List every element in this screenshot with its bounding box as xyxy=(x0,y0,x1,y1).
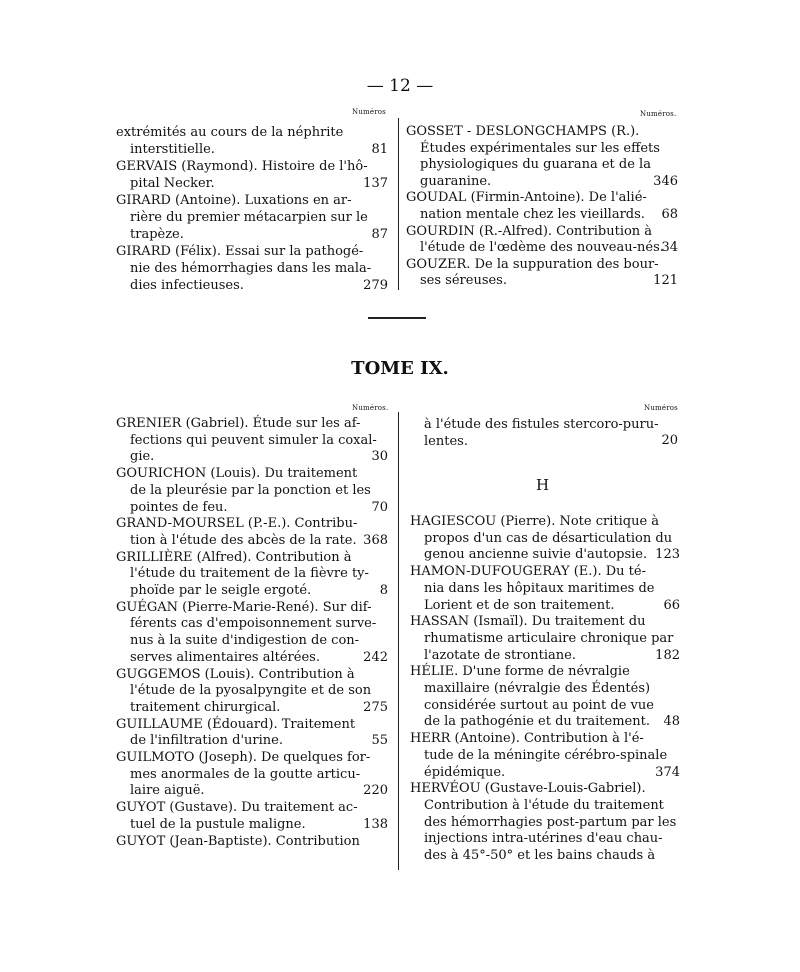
entry-line: GOUDAL (Firmin-Antoine). De l'alié- xyxy=(406,190,647,206)
entry-line: HAMON-DUFOUGERAY (E.). Du té- xyxy=(410,564,646,580)
entry-number: 20 xyxy=(661,433,678,448)
top-right-header: Numéros. xyxy=(640,110,677,118)
entry-number: 220 xyxy=(363,783,388,799)
page-number: — 12 — xyxy=(366,76,434,96)
entry-line: GOUZER. De la suppuration des bour- xyxy=(406,256,659,272)
entry-line: GUYOT (Gustave). Du traitement ac- xyxy=(116,800,358,816)
entry-line: ses séreuses. xyxy=(420,273,507,289)
section-rule xyxy=(368,317,426,319)
entry-line: GUILMOTO (Joseph). De quelques for- xyxy=(116,750,371,765)
entry-line: interstitielle. xyxy=(130,142,215,157)
entry-line: genou ancienne suivie d'autopsie. xyxy=(424,547,648,563)
index-entry xyxy=(116,667,372,717)
entry-number: 374 xyxy=(655,764,680,780)
entry-line: GIRARD (Félix). Essai sur la pathogé- xyxy=(116,244,364,259)
entry-line: l'azotate de strontiane. xyxy=(424,647,576,663)
entry-line: HAGIESCOU (Pierre). Note critique à xyxy=(410,514,660,529)
entry-line: maxillaire (névralgie des Édentés) xyxy=(424,681,651,696)
entry-number: 242 xyxy=(363,649,388,665)
entry-line: GRAND-MOURSEL (P.-E.). Contribu- xyxy=(116,516,358,532)
entry-line: de l'infiltration d'urine. xyxy=(130,733,283,749)
index-entry xyxy=(406,124,660,190)
entry-line: pointes de feu. xyxy=(130,499,228,515)
entry-number: 55 xyxy=(371,733,388,749)
entry-line: GUILLAUME (Édouard). Traitement xyxy=(116,716,356,732)
entry-number: 87 xyxy=(371,227,388,242)
entry-line: propos d'un cas de désarticulation du xyxy=(424,530,673,546)
entry-line: GUÉGAN (Pierre-Marie-René). Sur dif- xyxy=(116,599,372,615)
index-entry xyxy=(116,158,386,192)
entry-line: tude de la méningite cérébro-spinale xyxy=(424,747,668,763)
entry-number: 121 xyxy=(653,273,678,289)
section-title: TOME IX. xyxy=(351,358,449,379)
entry-line: nia dans les hôpitaux maritimes de xyxy=(424,580,655,596)
entry-line: laire aiguë. xyxy=(130,783,205,799)
entry-line: rière du premier métacarpien sur le xyxy=(130,210,368,225)
entry-line: Études expérimentales sur les effets xyxy=(420,140,660,156)
index-entry xyxy=(116,124,386,158)
entry-number: 8 xyxy=(379,583,388,598)
index-entry xyxy=(410,781,680,865)
index-entry xyxy=(116,834,372,851)
entry-line: dies infectieuses. xyxy=(130,278,244,293)
entry-line: lentes. xyxy=(424,434,468,449)
top-left-header: Numéros xyxy=(352,108,386,116)
entry-number: 368 xyxy=(363,532,388,548)
entry-line: Lorient et de son traitement. xyxy=(424,597,615,613)
entry-line: l'étude de la pyosalpyngite et de son xyxy=(130,683,372,699)
bottom-left-header: Numéros. xyxy=(352,404,389,412)
entry-line: l'étude du traitement de la fièvre ty- xyxy=(130,566,369,582)
entry-line: HÉLIE. D'une forme de névralgie xyxy=(410,664,630,680)
entry-line: GRILLIÈRE (Alfred). Contribution à xyxy=(116,549,352,565)
index-entry xyxy=(406,190,656,223)
entry-number: 346 xyxy=(653,173,678,189)
entry-number: 138 xyxy=(363,816,388,832)
entry-line: des hémorrhagies post-partum par les xyxy=(424,814,677,830)
index-entry xyxy=(406,256,659,290)
entry-line: trapèze. xyxy=(130,227,184,242)
top-column-divider xyxy=(398,118,399,290)
index-entry xyxy=(116,550,372,600)
entry-number: 182 xyxy=(655,647,680,663)
entry-line: gie. xyxy=(130,449,155,465)
entry-line: HERVÉOU (Gustave-Louis-Gabriel). xyxy=(410,781,646,797)
entry-line: tuel de la pustule maligne. xyxy=(130,816,306,832)
index-entry xyxy=(116,243,386,294)
entry-line: GOSSET - DESLONGCHAMPS (R.). xyxy=(406,124,640,139)
entry-number: 137 xyxy=(363,176,388,191)
entry-line: fections qui peuvent simuler la coxal- xyxy=(130,432,377,448)
index-entry xyxy=(116,516,372,549)
entry-line: pital Necker. xyxy=(130,176,215,191)
entry-line: guaranine. xyxy=(420,173,492,189)
entry-line: phoïde par le seigle ergoté. xyxy=(130,583,312,598)
entry-line: nie des hémorrhagies dans les mala- xyxy=(130,261,372,276)
index-entry xyxy=(116,466,372,516)
entry-number: 48 xyxy=(663,714,680,730)
entry-number: 66 xyxy=(663,597,680,613)
entry-line: férents cas d'empoisonnement surve- xyxy=(130,616,377,632)
entry-line: de la pathogénie et du traitement. xyxy=(424,714,650,730)
entry-line: Contribution à l'étude du traitement xyxy=(424,797,664,813)
entry-line: GUGGEMOS (Louis). Contribution à xyxy=(116,666,355,682)
entry-line: traitement chirurgical. xyxy=(130,699,281,715)
entry-number: 68 xyxy=(661,207,678,222)
entry-number: 279 xyxy=(363,278,388,293)
entry-line: GUYOT (Jean-Baptiste). Contribution xyxy=(116,833,360,849)
entry-line: GERVAIS (Raymond). Histoire de l'hô- xyxy=(116,159,368,174)
entry-line: serves alimentaires altérées. xyxy=(130,649,320,665)
bottom-right-header: Numéros xyxy=(644,404,678,412)
entry-number: 123 xyxy=(655,547,680,563)
entry-line: des à 45°-50° et les bains chauds à xyxy=(424,848,656,863)
entry-line: de la pleurésie par la ponction et les xyxy=(130,482,371,498)
entry-line: GOURICHON (Louis). Du traitement xyxy=(116,466,358,482)
entry-line: considérée surtout au point de vue xyxy=(424,697,654,713)
entry-line: GIRARD (Antoine). Luxations en ar- xyxy=(116,193,352,208)
entry-line: l'étude de l'œdème des nouveau-nés. xyxy=(420,240,664,256)
index-entry xyxy=(116,750,372,800)
entry-line: nus à la suite d'indigestion de con- xyxy=(130,633,360,649)
entry-line: nation mentale chez les vieillards. xyxy=(420,206,645,222)
entry-line: injections intra-utérines d'eau chau- xyxy=(424,831,663,847)
index-entry xyxy=(116,416,377,466)
entry-number: 34 xyxy=(661,240,678,256)
entry-line: GRENIER (Gabriel). Étude sur les af- xyxy=(116,416,361,431)
entry-line: HASSAN (Ismaïl). Du traitement du xyxy=(410,614,646,630)
entry-number: 81 xyxy=(371,142,388,157)
letter-heading: H xyxy=(536,476,550,494)
entry-line: HERR (Antoine). Contribution à l'é- xyxy=(410,731,644,747)
entry-number: 30 xyxy=(371,449,388,465)
index-entry xyxy=(116,717,372,750)
index-entry xyxy=(116,192,386,243)
index-entry xyxy=(116,800,372,833)
index-entry xyxy=(406,223,664,257)
entry-line: à l'étude des fistules stercoro-puru- xyxy=(424,417,659,432)
entry-number: 70 xyxy=(371,499,388,515)
bottom-column-divider xyxy=(398,412,399,870)
index-entry-continuation xyxy=(424,416,658,450)
entry-line: physiologiques du guarana et de la xyxy=(420,157,651,173)
entry-line: mes anormales de la goutte articu- xyxy=(130,766,361,782)
entry-number: 275 xyxy=(363,699,388,715)
entry-line: tion à l'étude des abcès de la rate. xyxy=(130,532,357,548)
entry-line: GOURDIN (R.-Alfred). Contribution à xyxy=(406,223,653,239)
entry-line: extrémités au cours de la néphrite xyxy=(116,125,344,140)
entry-line: rhumatisme articulaire chronique par xyxy=(424,630,674,646)
entry-line: épidémique. xyxy=(424,764,506,780)
